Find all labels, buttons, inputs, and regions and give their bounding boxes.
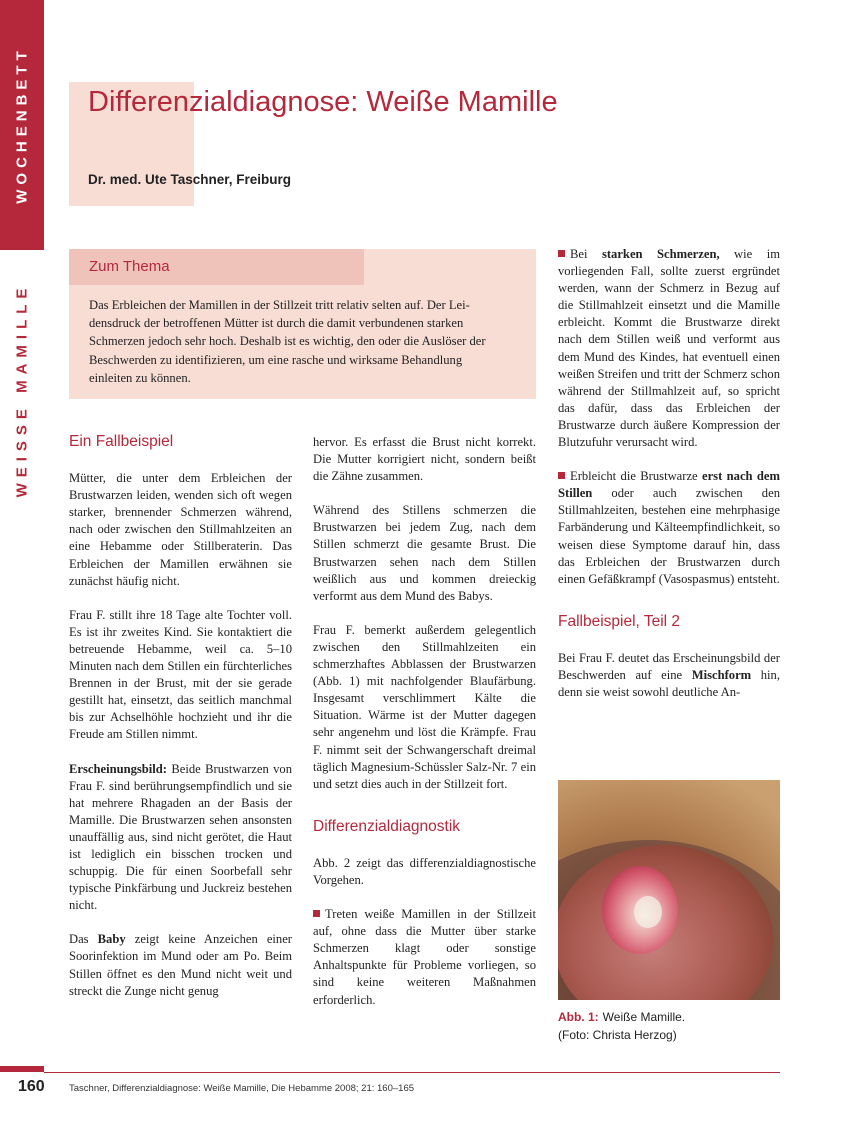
white-spot [634, 896, 662, 928]
paragraph: Mütter, die unter dem Erbleichen der Brustwarzen leiden, wenden sich oft wegen starker, brennender Schmerzen während, nach oder zwischen den Stillmahlzeiten an eine Hebamme oder Stillberaterin. Das Erbleichen der Mamillen erwähnen sie zunächst häufig nicht. [69, 471, 292, 588]
paragraph [558, 246, 780, 451]
paragraph-text: Das [69, 932, 98, 947]
heading-differenzialdiagnostik: Differenzialdiagnostik [313, 817, 461, 835]
section-label-bottom: WEISSE MAMILLE [13, 282, 31, 498]
topic-line: einleiten zu können. [89, 370, 191, 385]
article-title: Differenzialdiagnose: Weiße Mamille [88, 86, 558, 118]
bullet-icon [313, 910, 320, 917]
paragraph-text: Erbleicht die Brustwarze [570, 469, 702, 484]
topic-line: Beschwerden zu identifizieren, um eine rasche und wirksame Behandlung [89, 352, 463, 367]
paragraph-text: wie im vorliegenden Fall, sollte zuerst ergründet werden, wann der Schmerz in Bezug auf die Stillmahlzeit einsetzt und die Mamille erbleicht. Kommt die Brustwarze direkt nach dem Stillen weiß und verformt aus dem Mund des Kindes, hat eventuell einen weißen Streifen und tritt der Schmerz schon während der Stillmahlzeit auf, so spricht das dafür, dass das Erbleichen der Brustwarze durch äußere Kompression der Blutzufuhr verursacht wird. [558, 247, 780, 450]
nipple-photo-illustration [558, 780, 780, 1000]
figure-caption-text: Weiße Mamille. [602, 1010, 686, 1024]
inline-bold: erst nach dem Stillen [558, 469, 780, 501]
column-3 [558, 246, 780, 718]
paragraph [313, 906, 536, 1009]
paragraph [558, 650, 780, 701]
paragraph: Während des Stillens schmerzen die Brustwarzen bei jedem Zug, nach dem Stillen schmerzt die gesamte Brust. Die Brustwarzen sehen nach dem Stillen weißlich aus und kommen dreieckig verformt aus dem Mund des Babys. [313, 503, 536, 603]
paragraph-text: oder auch zwischen den Stillmahlzeiten, bestehen eine mehrphasige Farbänderung und Kälteempfindlichkeit, so weisen diese Symptome darauf hin, dass das Erbleichen der Brustwarzen durch einen Gefäßkrampf (Vasospasmus) entsteht. [558, 486, 780, 586]
paragraph-text: zeigt keine Anzeichen einer Soorinfektion im Mund oder am Po. Beim Stillen öffnet es den Mund nicht weit und streckt die Zunge nicht genug [69, 932, 292, 998]
footer-citation: Taschner, Differenzialdiagnose: Weiße Mamille, Die Hebamme 2008; 21: 160–165 [69, 1083, 415, 1094]
paragraph-text: Beide Brustwarzen von Frau F. sind berührungsempfindlich und sie hat mehrere Rhagaden an der Basis der Mamille. Die Brustwarzen sehen ansonsten unauffällig aus, sind nicht gerötet, die Haut ist lediglich ein bisschen trocken und schuppig. Die für einen Soorbefall sehr typische Pinkfärbung und Juckreiz bestehen nicht. [69, 761, 292, 913]
section-label-top: WOCHENBETT [13, 46, 31, 204]
topic-line: Schmerzen jedoch sehr hoch. Deshalb ist es wichtig, den oder die Auslöser der [89, 334, 486, 349]
article-author: Dr. med. Ute Taschner, Freiburg [88, 172, 292, 187]
inline-bold: Baby [97, 932, 126, 947]
paragraph: hervor. Es erfasst die Brust nicht korrekt. Die Mutter korrigiert nicht, sondern beißt die Zähne zusammen. [313, 435, 536, 484]
topic-text [89, 296, 526, 387]
paragraph-text: hin, denn sie weist sowohl deutliche An- [558, 667, 780, 700]
bullet-icon [558, 472, 565, 479]
topic-line: Das Erbleichen der Mamillen in der Stillzeit tritt relativ selten auf. Der Lei- [89, 298, 470, 312]
heading-fallbeispiel-teil-2: Fallbeispiel, Teil 2 [558, 612, 681, 630]
figure-label: Abb. 1: [558, 1010, 599, 1024]
column-2 [313, 434, 536, 1026]
figure-photo [558, 780, 780, 1000]
inline-bold: Erscheinungsbild: [69, 761, 167, 776]
topic-line: densdruck der betroffenen Mütter ist durch die damit verbundenen starken [89, 316, 464, 331]
footer-rule [44, 1072, 780, 1073]
paragraph [69, 761, 292, 915]
heading-fallbeispiel: Ein Fallbeispiel [69, 433, 174, 450]
inline-bold: Mischform [691, 667, 752, 682]
paragraph: Frau F. stillt ihre 18 Tage alte Tochter voll. Es ist ihr zweites Kind. Sie kontaktiert die betreuende Hebamme, weil ca. 5–10 Minuten nach dem Stillen ein fürchterliches Brennen in der Brust, mit der sie gerade gestillt hat, einsetzt, das seitlich manchmal bis zur Achselhöhle hochzieht und ihr die Freude am Stillen nimmt. [69, 607, 292, 742]
topic-heading: Zum Thema [89, 258, 170, 275]
inline-bold: starken Schmerzen, [601, 247, 720, 261]
footer-accent [0, 1066, 44, 1072]
paragraph-text: Bei [570, 247, 602, 261]
paragraph: Frau F. bemerkt außerdem gelegentlich zwischen den Stillmahlzeiten ein schmerzhaftes Abblassen der Brustwarzen (Abb. 1) mit nachfolgender Blaufärbung. Insgesamt verschlimmert Kälte die Situation. Wärme ist der Mutter dagegen sehr angenehm und löst die Krämpfe. Frau F. nimmt seit der Schwangerschaft dreimal täglich Magnesium-Schüssler Salz-Nr. 7 ein und setzt dies auch in der Stillzeit fort. [313, 622, 536, 791]
figure-credit: (Foto: Christa Herzog) [558, 1027, 677, 1042]
paragraph: Abb. 2 zeigt das differenzialdiagnostische Vorgehen. [313, 855, 536, 887]
column-1 [69, 433, 292, 1017]
paragraph [558, 468, 780, 588]
figure-caption [558, 1009, 780, 1044]
page-number: 160 [18, 1078, 45, 1095]
paragraph-text: Treten weiße Mamillen in der Stillzeit auf, ohne dass die Mutter über starke Schmerzen klagt oder sonstige Anhaltspunkte für Probleme vorliegen, so sind keine weiteren Maßnahmen erforderlich. [313, 907, 536, 1007]
bullet-icon [558, 250, 565, 257]
paragraph [69, 931, 292, 999]
paragraph-text: Bei Frau F. deutet das Erscheinungsbild der Beschwerden auf eine [558, 650, 780, 682]
